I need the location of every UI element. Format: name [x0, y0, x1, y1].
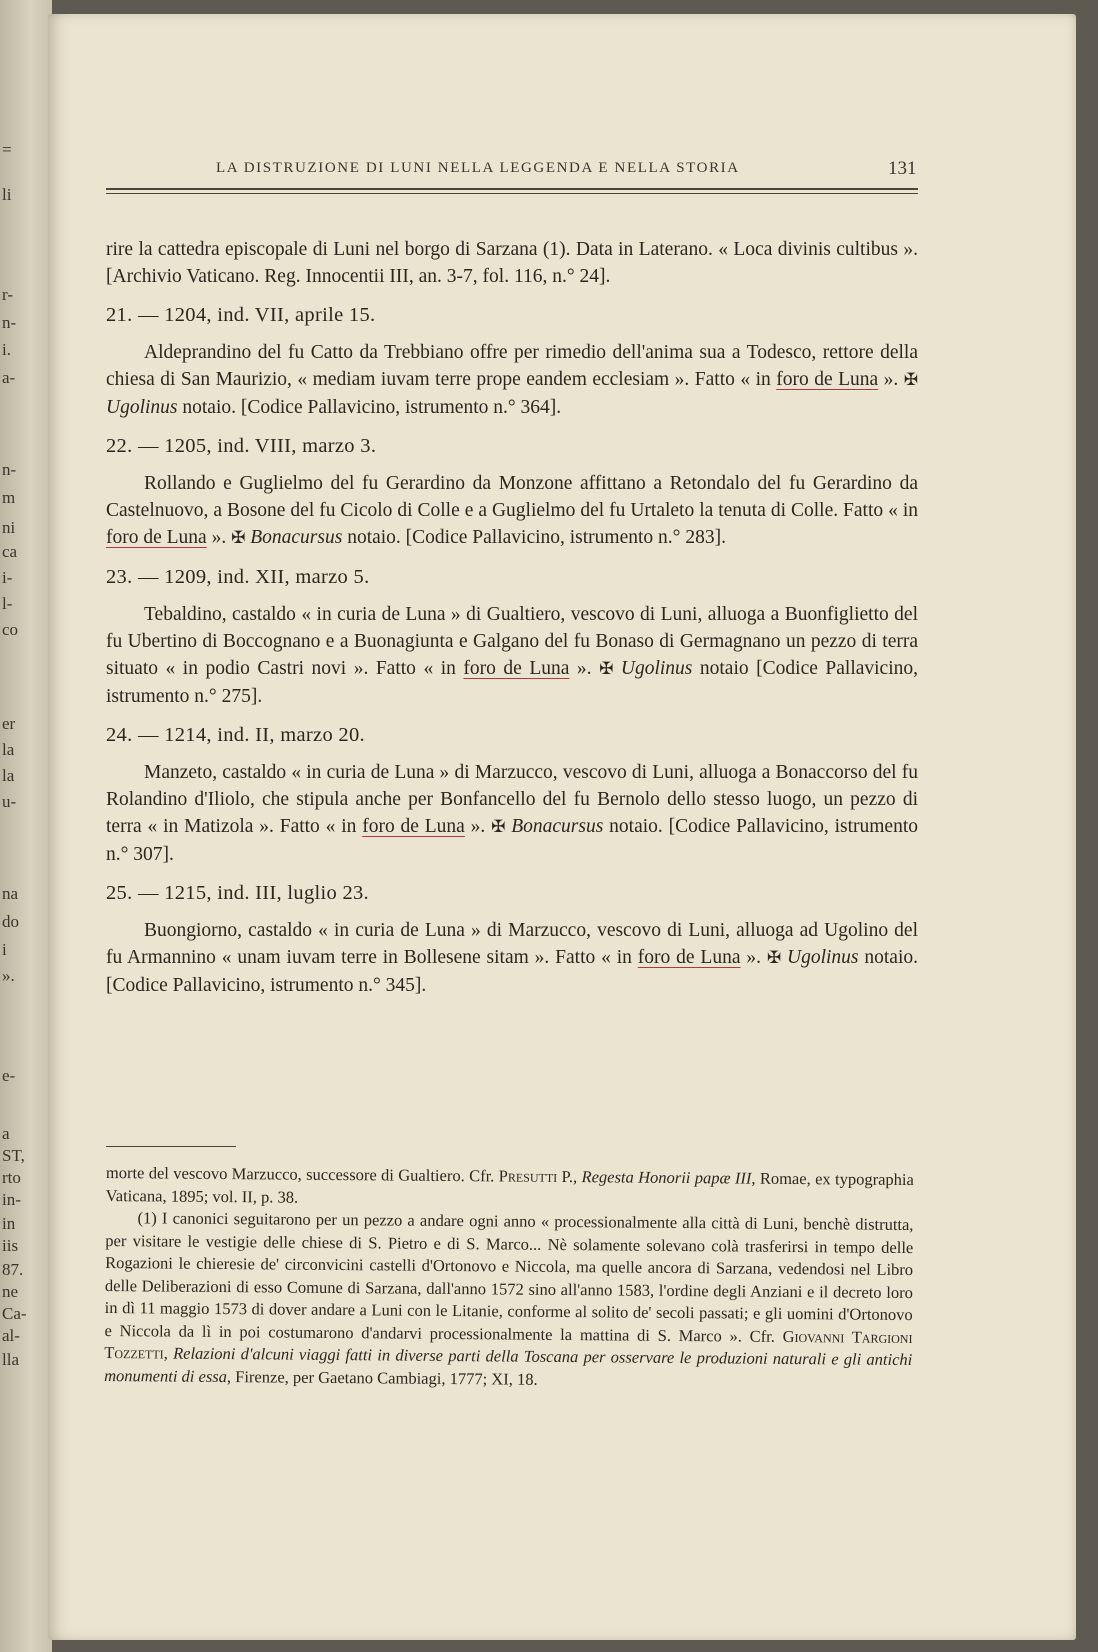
- entry-text: notaio. [Codice Pallavicino, istrumento n.° 283].: [342, 527, 726, 548]
- left-page-fragment: li: [2, 185, 12, 204]
- page-number: 131: [888, 158, 917, 179]
- left-page-fragment: a: [2, 1124, 10, 1143]
- entry-heading: 23. — 1209, ind. XII, marzo 5.: [106, 566, 370, 588]
- footnote-separator: [106, 1146, 236, 1147]
- notary-name: Bonacursus: [511, 816, 604, 837]
- left-page-fragment: ST,: [2, 1146, 25, 1165]
- notary-name: Bonacursus: [250, 527, 343, 548]
- entry-text: Buongiorno, castaldo « in curia de Luna » di Marzucco, vescovo di Luni, alluoga ad Ugolino del fu Armannino « unam iuvam terre in Bollesene sitam ». Fatto « in: [106, 920, 918, 968]
- left-page-fragment: i-: [2, 568, 13, 587]
- header-rule-top: [106, 188, 918, 190]
- entry-underlined-place: foro de Luna: [106, 527, 207, 548]
- footnote-text: morte del vescovo Marzucco, successore di Gualtiero. Cfr.: [105, 1163, 499, 1186]
- left-page-fragment: n-: [2, 460, 17, 479]
- left-page-fragment: na: [2, 884, 19, 903]
- left-page-fragment: ca: [2, 542, 18, 561]
- footnote-text: , Romae, ex typographia Vaticana, 1895; vol. II, p. 38.: [105, 1168, 914, 1207]
- left-page-fragment: Ca-: [2, 1304, 27, 1323]
- main-text: [106, 236, 918, 1005]
- entry-text: Tebaldino, castaldo « in curia de Luna » di Gualtiero, vescovo di Luni, alluoga a Buonfiglietto del fu Ubertino di Boccognano e a Buonagiunta e Galgano del fu Bonaso di Germagnano un pezzo di terra situato « in podio Castri novi ». Fatto « in: [106, 604, 918, 679]
- left-page-fragment: er: [2, 714, 16, 733]
- entry-underlined-place: foro de Luna: [362, 816, 465, 837]
- footnote-author: Giovanni Targioni Tozzetti: [104, 1326, 913, 1363]
- entry-body: [106, 759, 918, 868]
- entry-text: notaio. [Codice Pallavicino, istrumento n.° 307].: [106, 816, 919, 865]
- footnotes: [104, 1162, 914, 1394]
- left-page-fragment: l-: [2, 594, 13, 613]
- footnote-1: [104, 1207, 914, 1394]
- entry-text: notaio [Codice Pallavicino, istrumento n.° 275].: [106, 658, 919, 707]
- left-page-fragment: m: [2, 488, 16, 507]
- left-page-fragment: in-: [2, 1190, 21, 1209]
- entry-body: [106, 917, 918, 999]
- left-page-fragment: i.: [2, 340, 11, 359]
- cross-symbol-icon: ✠: [491, 817, 506, 837]
- left-page-fragment: ni: [2, 518, 16, 537]
- cross-symbol-icon: ✠: [766, 948, 782, 968]
- previous-page-edge: [0, 0, 52, 1652]
- entry-body: [106, 470, 918, 552]
- footnote-text: , Firenze, per Gaetano Cambiagi, 1777; XI, 18.: [226, 1366, 538, 1389]
- left-page-fragment: in: [2, 1214, 16, 1233]
- entry-text: Manzeto, castaldo « in curia de Luna » di Marzucco, vescovo di Luni, alluoga a Bonaccorso del fu Rolandino d'Iliolo, che stipula anche per Bonfancello del fu Bernolo dello stesso luogo, un pezzo di terra « in Matizola ». Fatto « in: [106, 762, 918, 837]
- left-page-fragment: 87.: [2, 1260, 24, 1279]
- entry-body: [106, 601, 918, 710]
- left-page-fragment: la: [2, 766, 15, 785]
- entry-text: ».: [206, 527, 232, 548]
- notary-name: Ugolinus: [620, 658, 693, 679]
- left-page-fragment: al-: [2, 1326, 20, 1345]
- footnote-text: ,: [572, 1167, 582, 1187]
- notary-name: Ugolinus: [787, 947, 859, 968]
- entry-heading: 22. — 1205, ind. VIII, marzo 3.: [106, 435, 377, 457]
- entry-text: ».: [878, 369, 904, 390]
- continuation-paragraph: rire la cattedra episcopale di Luni nel borgo di Sarzana (1). Data in Laterano. « Loca divinis cultibus ». [Archivio Vaticano. Reg. Innocentii III, an. 3-7, fol. 116, n.° 24].: [106, 239, 918, 287]
- left-page-fragment: iis: [2, 1236, 19, 1255]
- footnote-text: (1) I canonici seguitarono per un pezzo a andare ogni anno « processionalmente alla città di Luni, benchè distrutta, per visitare le vestigie delle chiese di S. Pietro e di S. Marco... Nè solamente solevano colà trasferirsi in tempo delle Rogazioni le chieresie de' circonvicini castelli d'Ortonovo e Niccola, ma quelle ancora di Sarzana, vedendosi nel Libro delle Deliberazioni di esso Comune di Sarzana, dall'anno 1572 sino all'anno 1583, l'ordine degli Anziani e il decreto loro in dì 11 maggio 1573 di dover andare a Luni con le Litanie, conforme al solito de' secoli passati; e gli uomini d'Ortonovo e Niccola da lì in poi costumarono d'andarvi processionalmente la mattina di S. Marco ». Cfr.: [104, 1208, 914, 1346]
- left-page-fragment: u-: [2, 792, 17, 811]
- running-head: LA DISTRUZIONE DI LUNI NELLA LEGGENDA E NELLA STORIA: [216, 160, 740, 176]
- entry-text: ».: [569, 658, 600, 679]
- entries-list: [106, 302, 918, 999]
- entry-underlined-place: foro de Luna: [776, 369, 879, 390]
- entry-text: Aldeprandino del fu Catto da Trebbiano offre per rimedio dell'anima sua a Todesco, rettore della chiesa di San Maurizio, « mediam iuvam terre prope eandem ecclesiam ». Fatto « in: [106, 342, 918, 390]
- entry-text: notaio. [Codice Pallavicino, istrumento n.° 345].: [106, 947, 919, 996]
- left-page-fragment: a-: [2, 368, 16, 387]
- left-page-fragment: rto: [2, 1168, 21, 1187]
- footnote-carryover: [106, 1162, 914, 1214]
- left-page-fragment: =: [2, 140, 12, 159]
- entry-body: [106, 339, 918, 421]
- footnote-author: Presutti P.: [498, 1166, 574, 1187]
- entry-text: notaio. [Codice Pallavicino, istrumento n.° 364].: [177, 397, 562, 418]
- left-page-fragment: e-: [2, 1066, 16, 1085]
- book-page: [48, 14, 1076, 1640]
- entry-text: ».: [464, 816, 492, 837]
- entry-underlined-place: foro de Luna: [463, 658, 570, 679]
- left-page-fragment: ».: [2, 966, 15, 985]
- footnote-title: Regesta Honorii papæ III: [581, 1167, 752, 1188]
- entry-heading: 24. — 1214, ind. II, marzo 20.: [106, 724, 365, 746]
- notary-name: Ugolinus: [106, 397, 178, 418]
- left-page-fragment: r-: [2, 285, 13, 304]
- left-page-fragment: n-: [2, 313, 17, 332]
- cross-symbol-icon: ✠: [231, 528, 246, 548]
- left-page-fragment: do: [2, 912, 19, 931]
- cross-symbol-icon: ✠: [903, 370, 918, 390]
- footnote-title: Relazioni d'alcuni viaggi fatti in diverse parti della Toscana per osservare le produzioni naturali e gli antichi monumenti di essa: [104, 1343, 913, 1386]
- left-page-fragment: lla: [2, 1350, 19, 1369]
- left-page-fragment: co: [2, 620, 19, 639]
- entry-heading: 25. — 1215, ind. III, luglio 23.: [106, 882, 369, 904]
- header-rule-bottom: [106, 193, 918, 194]
- entry-underlined-place: foro de Luna: [637, 947, 741, 968]
- left-page-fragment: la: [2, 740, 15, 759]
- footnote-text: ,: [163, 1343, 174, 1363]
- left-page-fragment: ne: [2, 1282, 19, 1301]
- entry-heading: 21. — 1204, ind. VII, aprile 15.: [106, 304, 376, 326]
- left-page-fragment: i: [2, 940, 7, 959]
- entry-text: ».: [740, 947, 767, 968]
- cross-symbol-icon: ✠: [599, 659, 614, 679]
- entry-text: Rollando e Guglielmo del fu Gerardino da Monzone affittano a Retondalo del fu Gerardino da Castelnuovo, a Bosone del fu Cicolo di Colle e a Guglielmo del fu Urtaleto la tenuta di Colle. Fatto « in: [106, 473, 918, 521]
